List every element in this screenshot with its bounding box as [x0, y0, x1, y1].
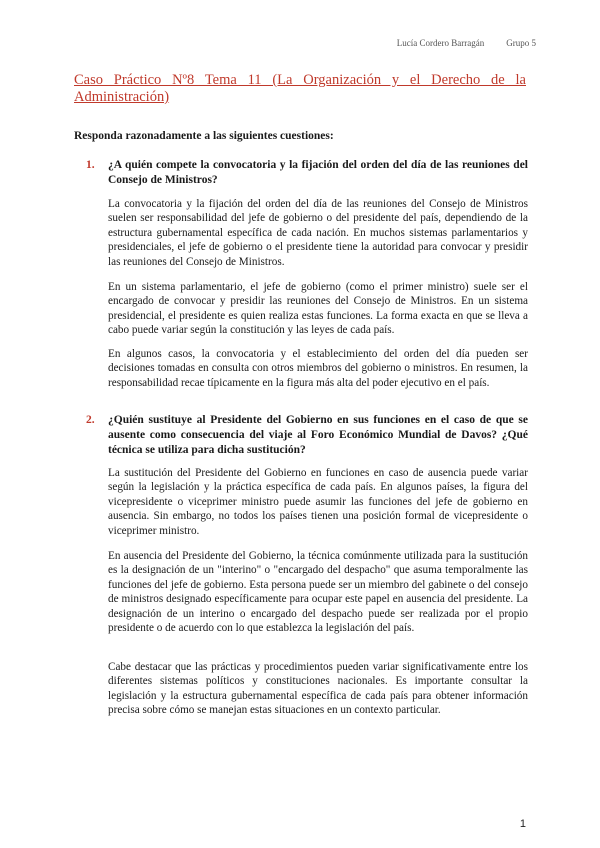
question-text: ¿Quién sustituye al Presidente del Gobierno en sus funciones en el caso de que se ausente como consecuencia del viaje al Foro Económico Mundial de Davos? ¿Qué técnica se utiliza para dicha sustitución? [108, 414, 528, 456]
header-group: Grupo 5 [506, 38, 536, 48]
answer-paragraph: En algunos casos, la convocatoria y el establecimiento del orden del día pueden ser decisiones tomadas en consulta con otros miembros del gobierno o ministros. En resumen, la responsabilidad recae típicamente en la figura más alta del poder ejecutivo en el país. [108, 348, 528, 389]
document-title: Caso Práctico Nº8 Tema 11 (La Organización y el Derecho de la Administración) [74, 72, 526, 105]
header-author: Lucía Cordero Barragán [396, 38, 485, 48]
question-1 [86, 158, 528, 188]
answer-paragraph: La convocatoria y la fijación del orden del día de las reuniones del Consejo de Ministros suelen ser responsabilidad del jefe de gobierno o del presidente del país, dependiendo de la estructura gubernamental específica de cada nación. En muchos sistemas parlamentarios y presidenciales, el jefe de gobierno o el presidente tiene la autoridad para convocar y presidir las reuniones del Consejo de Ministros. [108, 198, 528, 268]
page-number: 1 [519, 818, 526, 830]
answer-paragraph: La sustitución del Presidente del Gobierno en funciones en caso de ausencia puede variar según la legislación y la práctica específica de cada país. En algunos países, la figura del vicepresidente o viceprimer ministro puede asumir las funciones del jefe de gobierno en ausencia. Sin embargo, no todos los países tienen una posición formal de vicepresidente o viceprimer ministro. [108, 467, 528, 537]
question-2 [86, 413, 528, 458]
answer-paragraph: Cabe destacar que las prácticas y procedimientos pueden variar significativamente entre los diferentes sistemas políticos y constituciones nacionales. Es importante consultar la legislación y la estructura gubernamental específica de cada país para obtener información precisa sobre cómo se manejan estas situaciones en un contexto particular. [108, 661, 528, 717]
answer-paragraph: En un sistema parlamentario, el jefe de gobierno (como el primer ministro) suele ser el encargado de convocar y presidir las reuniones del Consejo de Ministros. En un sistema presidencial, el presidente es quien realiza estas funciones. La forma exacta en que se lleva a cabo puede variar según la constitución y las leyes de cada país. [108, 281, 528, 337]
question-number: 1. [86, 159, 95, 171]
answer-paragraph: En ausencia del Presidente del Gobierno, la técnica comúnmente utilizada para la sustitución es la designación de un "interino" o "encargado del despacho" que asuma temporalmente las funciones del jefe de gobierno. Esta persona puede ser un miembro del gabinete o del consejo de ministros designado específicamente para ocupar este papel en ausencia del presidente. La designación de un interino o encargado del despacho puede ser realizada por el propio presidente o de acuerdo con lo que establezca la legislación del país. [108, 550, 528, 635]
question-text: ¿A quién compete la convocatoria y la fijación del orden del día de las reuniones del Consejo de Ministros? [108, 159, 528, 186]
page-header [397, 38, 536, 48]
intro-instruction: Responda razonadamente a las siguientes cuestiones: [74, 130, 334, 142]
question-number: 2. [86, 414, 95, 426]
